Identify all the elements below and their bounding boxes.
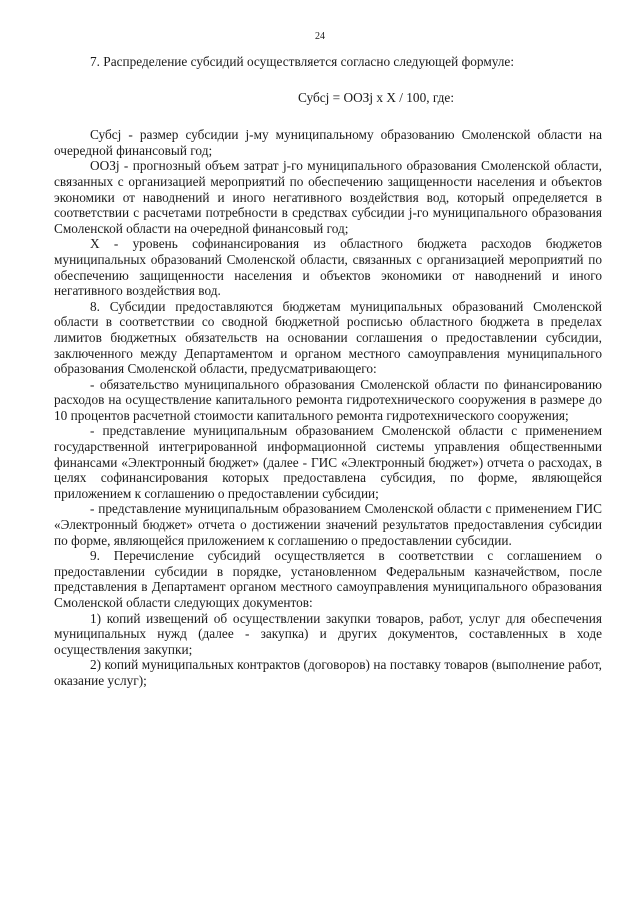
paragraph-ooz-definition: ООЗj - прогнозный объем затрат j-го муниципального образования Смоленской области, связанных с организацией мероприятий по обеспечению защищенности населения и объектов экономики от наводнений и иного негативного воздействия вод, который определяется в соответствии с расчетами потребности в средствах субсидии j-го муниципального образования Смоленской области на очередной финансовый год; <box>54 158 602 236</box>
document-body <box>54 54 602 689</box>
list-item-results-report: - представление муниципальным образованием Смоленской области с применением ГИС «Электронный бюджет» отчета о достижении значений результатов предоставления субсидии по форме, являющейся приложением к соглашению о предоставлении субсидии. <box>54 501 602 548</box>
list-item-contract-copies: 2) копий муниципальных контрактов (договоров) на поставку товаров (выполнение работ, оказание услуг); <box>54 657 602 688</box>
paragraph-9: 9. Перечисление субсидий осуществляется в соответствии с соглашением о предоставлении субсидии в порядке, установленном Федеральным казначейством, после представления в Департамент органом местного самоуправления муниципального образования Смоленской области следующих документов: <box>54 548 602 610</box>
paragraph-subs-definition: Субсj - размер субсидии j-му муниципальному образованию Смоленской области на очередной финансовый год; <box>54 127 602 158</box>
list-item-procurement-notices: 1) копий извещений об осуществлении закупки товаров, работ, услуг для обеспечения муниципальных нужд (далее - закупка) и других документов, составленных в ходе осуществления закупки; <box>54 610 602 657</box>
page-number: 24 <box>315 31 325 42</box>
paragraph-x-definition: X - уровень софинансирования из областного бюджета расходов бюджетов муниципальных образований Смоленской области, связанных с организацией мероприятий по обеспечению защищенности населения и объектов экономики от наводнений и иного негативного воздействия вод. <box>54 236 602 299</box>
paragraph-7-intro: 7. Распределение субсидий осуществляется согласно следующей формуле: <box>90 54 515 69</box>
subsidy-formula: Субсj = ООЗj x X / 100, где: <box>297 89 455 105</box>
paragraph-8: 8. Субсидии предоставляются бюджетам муниципальных образований Смоленской области в соответствии со сводной бюджетной росписью областного бюджета в пределах лимитов бюджетных обязательств на основании соглашения о предоставлении субсидии, заключенного между Департаментом и органом местного самоуправления муниципального образования Смоленской области, предусматривающего: <box>54 298 602 377</box>
list-item-expense-report: - представление муниципальным образованием Смоленской области с применением государственной интегрированной информационной системы управления общественными финансами «Электронный бюджет» (далее - ГИС «Электронный бюджет») отчета о расходах, в целях софинансирования которых предоставлена субсидия, по форме, являющейся приложением к соглашению о предоставлении субсидии; <box>54 423 602 501</box>
list-item-cofinancing-obligation: - обязательство муниципального образования Смоленской области по финансированию расходов на осуществление капитального ремонта гидротехнического сооружения в размере до 10 процентов расчетной стоимости капитального ремонта гидротехнического сооружения; <box>54 376 602 423</box>
